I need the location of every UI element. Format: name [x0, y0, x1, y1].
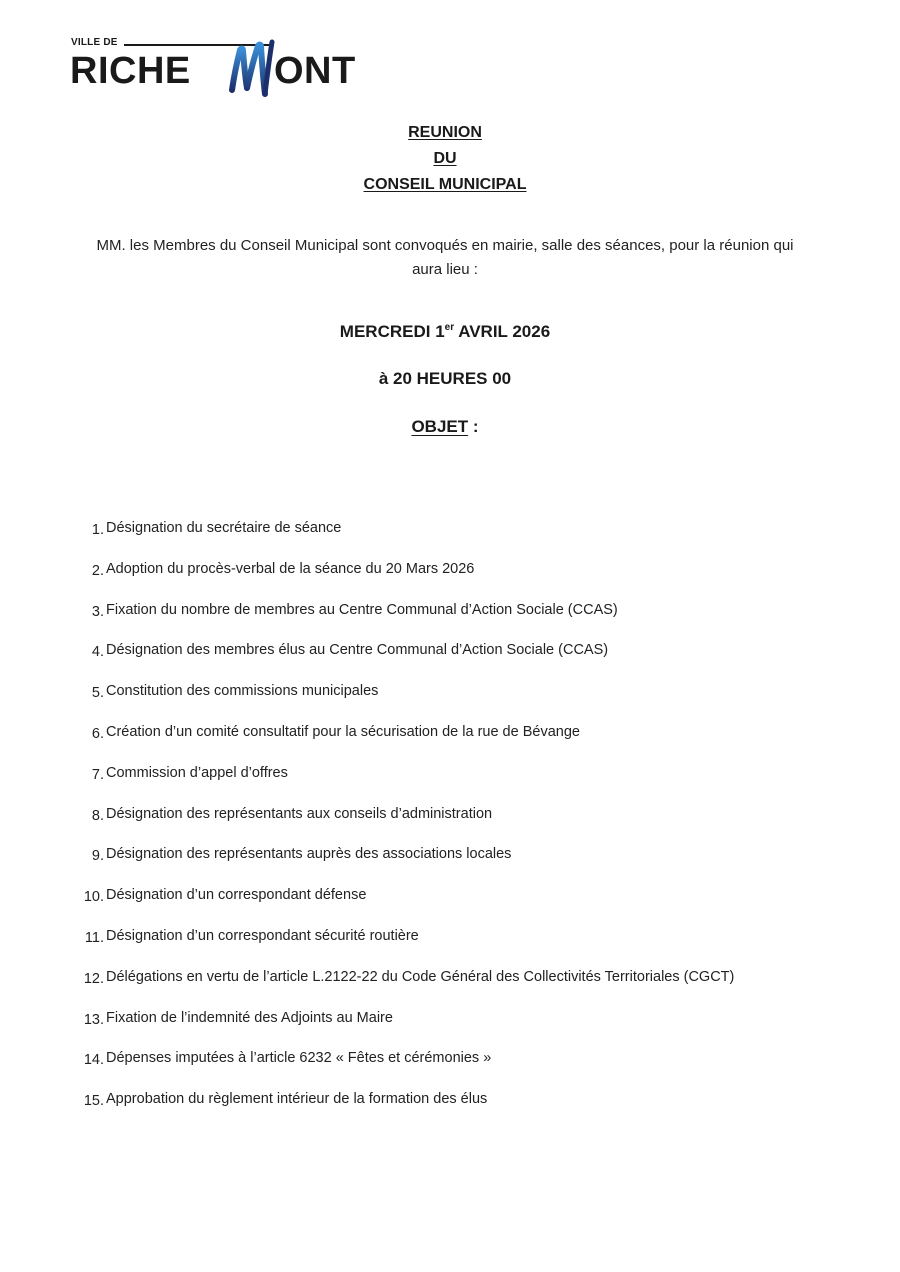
logo-ville-de: VILLE DE: [71, 37, 118, 48]
agenda-item: [70, 1050, 830, 1091]
logo-name-left: RICHE: [70, 50, 191, 92]
agenda-item: [70, 765, 830, 806]
agenda-item-number: 1.: [91, 522, 104, 538]
agenda-item: [70, 1091, 830, 1132]
agenda-item: [70, 806, 830, 847]
logo-name-right: ONT: [274, 50, 356, 92]
agenda-item-number: 11.: [84, 929, 104, 946]
agenda-item-text: Constitution des commissions municipales: [106, 683, 379, 700]
convocation-text: MM. les Membres du Conseil Municipal sont convoqués en mairie, salle des séances, pour la réunion qui aura lieu :: [96, 237, 794, 278]
agenda-item: [70, 969, 830, 1010]
meeting-title: [0, 120, 890, 198]
agenda-item: [70, 1010, 830, 1051]
agenda-item-number: 13.: [83, 1011, 104, 1028]
agenda-item-text: Désignation des représentants aux conseils d’administration: [106, 805, 493, 822]
agenda-item-text: Fixation du nombre de membres au Centre Communal d’Action Sociale (CCAS): [106, 601, 618, 618]
agenda-item-text: Délégations en vertu de l’article L.2122-22 du Code Général des Collectivités Territoriales (CGCT): [106, 968, 735, 985]
agenda-item-text: Dépenses imputées à l’article 6232 « Fêtes et cérémonies »: [106, 1050, 492, 1067]
agenda-item: [70, 724, 830, 765]
title-line-1: REUNION: [408, 124, 482, 141]
agenda-item: [70, 846, 830, 887]
agenda-item-number: 9.: [91, 848, 104, 865]
agenda-item-text: Désignation des représentants auprès des associations locales: [106, 846, 512, 863]
agenda-item: [70, 642, 830, 683]
agenda-item-text: Adoption du procès-verbal de la séance du 20 Mars 2026: [106, 560, 475, 577]
agenda-item-number: 14.: [83, 1052, 104, 1069]
meeting-date: MERCREDI 1er AVRIL 2026: [339, 322, 551, 341]
agenda-item-number: 6.: [91, 725, 104, 742]
agenda-item-text: Désignation d’un correspondant sécurité routière: [106, 927, 419, 944]
agenda-item-number: 4.: [91, 644, 104, 661]
agenda-item-number: 10.: [83, 889, 104, 906]
agenda-item: [70, 928, 830, 969]
title-line-3: CONSEIL MUNICIPAL: [363, 176, 527, 193]
agenda-item-text: Approbation du règlement intérieur de la formation des élus: [106, 1091, 488, 1108]
agenda-item-number: 7.: [91, 766, 104, 783]
agenda-item: [70, 561, 830, 602]
agenda-item-number: 8.: [91, 807, 104, 824]
agenda-item: [70, 887, 830, 928]
agenda-item-number: 5.: [91, 685, 104, 702]
objet-heading: OBJET :: [411, 417, 479, 436]
meeting-time: à 20 HEURES 00: [378, 369, 512, 388]
agenda-item-text: Fixation de l’indemnité des Adjoints au Maire: [106, 1009, 393, 1026]
city-logo: [70, 36, 360, 98]
agenda-item: [70, 602, 830, 643]
agenda-item-text: Désignation des membres élus au Centre Communal d’Action Sociale (CCAS): [106, 642, 609, 659]
agenda-item-number: 12.: [83, 970, 104, 987]
agenda-item-text: Création d’un comité consultatif pour la sécurisation de la rue de Bévange: [106, 723, 580, 740]
agenda-item: [70, 683, 830, 724]
agenda-item-number: 15.: [83, 1093, 104, 1110]
agenda-item: [70, 520, 830, 561]
agenda-item-number: 2.: [91, 562, 104, 579]
title-line-2: DU: [433, 150, 457, 167]
agenda-item-text: Commission d’appel d’offres: [106, 764, 288, 781]
agenda-list: [70, 520, 830, 1132]
agenda-item-text: Désignation d’un correspondant défense: [106, 887, 367, 904]
agenda-item-number: 3.: [91, 603, 104, 620]
agenda-item-text: Désignation du secrétaire de séance: [106, 520, 342, 536]
logo-m-icon: [228, 36, 276, 98]
